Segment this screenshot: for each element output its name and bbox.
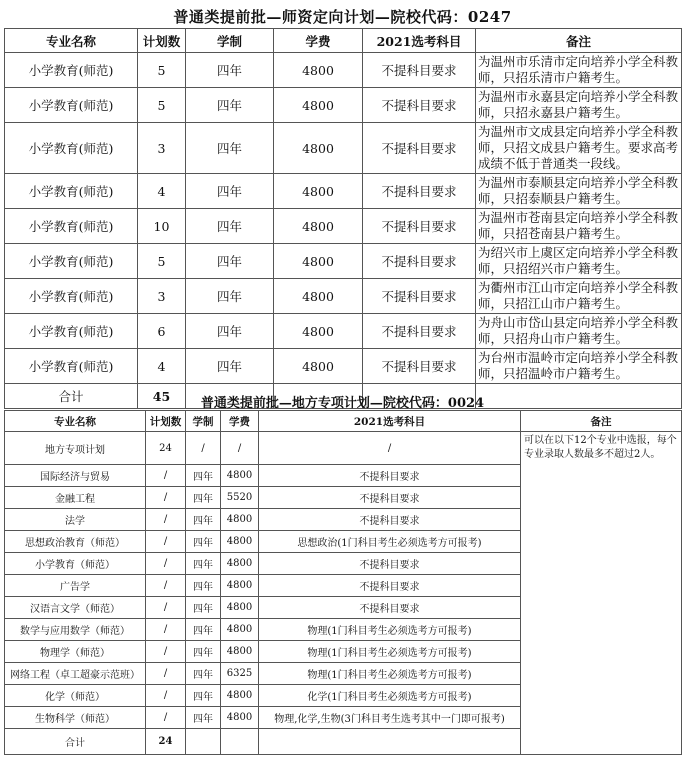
major-cell: 地方专项计划 — [5, 432, 146, 465]
subjects-cell: 不提科目要求 — [259, 553, 521, 575]
tuition-cell: 4800 — [274, 123, 363, 174]
table-row — [5, 88, 682, 123]
plan-count-cell: / — [146, 597, 186, 619]
major-cell: 小学教育(师范) — [5, 53, 138, 88]
major-cell: 小学教育(师范) — [5, 88, 138, 123]
plan-count-cell: 6 — [138, 314, 186, 349]
remarks-cell: 为绍兴市上虞区定向培养小学全科教师，只招绍兴市户籍考生。 — [476, 244, 682, 279]
major-cell: 小学教育(师范) — [5, 314, 138, 349]
table-row — [5, 244, 682, 279]
tuition-cell: / — [221, 432, 259, 465]
table-row — [5, 53, 682, 88]
duration-cell: 四年 — [186, 553, 221, 575]
plan-count-cell: / — [146, 685, 186, 707]
duration-cell: 四年 — [186, 663, 221, 685]
major-cell: 小学教育(师范) — [5, 209, 138, 244]
duration-cell: 四年 — [186, 88, 274, 123]
plan-count-cell: / — [146, 531, 186, 553]
total-count: 45 — [138, 384, 186, 409]
subjects-cell: 不提科目要求 — [259, 487, 521, 509]
empty-cell — [221, 729, 259, 755]
tuition-cell: 4800 — [221, 465, 259, 487]
remarks-cell: 为台州市温岭市定向培养小学全科教师，只招温岭市户籍考生。 — [476, 349, 682, 384]
subjects-cell: 物理,化学,生物(3门科目考生选考其中一门即可报考) — [259, 707, 521, 729]
duration-cell: 四年 — [186, 619, 221, 641]
tuition-cell: 4800 — [274, 314, 363, 349]
total-count: 24 — [146, 729, 186, 755]
subjects-cell: 不提科目要求 — [363, 174, 476, 209]
plan-count-cell: 24 — [146, 432, 186, 465]
duration-cell: 四年 — [186, 53, 274, 88]
table-row — [5, 279, 682, 314]
subjects-cell: 不提科目要求 — [363, 314, 476, 349]
major-cell: 广告学 — [5, 575, 146, 597]
subjects-cell: 不提科目要求 — [363, 88, 476, 123]
subjects-cell: 不提科目要求 — [259, 465, 521, 487]
table-row — [5, 432, 682, 465]
tuition-cell: 4800 — [221, 553, 259, 575]
subjects-cell: 不提科目要求 — [259, 575, 521, 597]
duration-cell: 四年 — [186, 123, 274, 174]
plan-count-cell: 5 — [138, 88, 186, 123]
plan-count-cell: 10 — [138, 209, 186, 244]
duration-cell: 四年 — [186, 509, 221, 531]
subjects-cell: 物理(1门科目考生必须选考方可报考) — [259, 619, 521, 641]
remarks-cell: 为温州市乐清市定向培养小学全科教师，只招乐清市户籍考生。 — [476, 53, 682, 88]
major-cell: 小学教育(师范) — [5, 279, 138, 314]
table-row — [5, 314, 682, 349]
tuition-cell: 4800 — [274, 88, 363, 123]
plan-count-cell: / — [146, 619, 186, 641]
subjects-cell: 不提科目要求 — [363, 53, 476, 88]
subjects-cell: 不提科目要求 — [363, 279, 476, 314]
major-cell: 国际经济与贸易 — [5, 465, 146, 487]
plan-count-cell: / — [146, 553, 186, 575]
table-row — [5, 123, 682, 174]
duration-cell: 四年 — [186, 531, 221, 553]
tuition-cell: 4800 — [221, 531, 259, 553]
header-tuition: 学费 — [221, 411, 259, 432]
header-remarks: 备注 — [521, 411, 682, 432]
header-major: 专业名称 — [5, 29, 138, 53]
plan-count-cell: 4 — [138, 349, 186, 384]
major-cell: 网络工程（卓工超豪示范班） — [5, 663, 146, 685]
major-cell: 物理学（师范） — [5, 641, 146, 663]
remarks-cell: 为衢州市江山市定向培养小学全科教师，只招江山市户籍考生。 — [476, 279, 682, 314]
tuition-cell: 4800 — [221, 575, 259, 597]
header-plan-count: 计划数 — [146, 411, 186, 432]
duration-cell: 四年 — [186, 349, 274, 384]
table1-title: 普通类提前批—师资定向计划—院校代码：0247 — [173, 8, 512, 26]
tuition-cell: 4800 — [221, 597, 259, 619]
header-plan-count: 计划数 — [138, 29, 186, 53]
tuition-cell: 4800 — [221, 707, 259, 729]
duration-cell: 四年 — [186, 685, 221, 707]
plan-count-cell: / — [146, 487, 186, 509]
major-cell: 小学教育（师范） — [5, 553, 146, 575]
major-cell: 小学教育(师范) — [5, 174, 138, 209]
total-label: 合计 — [5, 384, 138, 409]
total-label: 合计 — [5, 729, 146, 755]
plan-count-cell: 4 — [138, 174, 186, 209]
empty-cell — [259, 729, 521, 755]
plan-count-cell: / — [146, 641, 186, 663]
plan-count-cell: 3 — [138, 123, 186, 174]
major-cell: 小学教育(师范) — [5, 244, 138, 279]
duration-cell: 四年 — [186, 597, 221, 619]
major-cell: 法学 — [5, 509, 146, 531]
tuition-cell: 4800 — [274, 244, 363, 279]
duration-cell: 四年 — [186, 314, 274, 349]
duration-cell: 四年 — [186, 575, 221, 597]
plan-count-cell: 5 — [138, 53, 186, 88]
major-cell: 化学（师范） — [5, 685, 146, 707]
plan-count-cell: / — [146, 509, 186, 531]
table2-title: 普通类提前批—地方专项计划—院校代码：0024 — [200, 396, 485, 411]
remarks-cell: 可以在以下12个专业中选报，每个专业录取人数最多不超过2人。 — [521, 432, 682, 755]
tuition-cell: 6325 — [221, 663, 259, 685]
duration-cell: 四年 — [186, 707, 221, 729]
header-major: 专业名称 — [5, 411, 146, 432]
table2-header-row — [5, 411, 682, 432]
teacher-plan-table — [4, 28, 682, 409]
duration-cell: 四年 — [186, 174, 274, 209]
major-cell: 小学教育(师范) — [5, 349, 138, 384]
remarks-cell: 为温州市永嘉县定向培养小学全科教师，只招永嘉县户籍考生。 — [476, 88, 682, 123]
table-row — [5, 209, 682, 244]
subjects-cell: 不提科目要求 — [363, 244, 476, 279]
major-cell: 小学教育(师范) — [5, 123, 138, 174]
remarks-cell: 为温州市泰顺县定向培养小学全科教师，只招泰顺县户籍考生。 — [476, 174, 682, 209]
plan-count-cell: 5 — [138, 244, 186, 279]
header-remarks: 备注 — [476, 29, 682, 53]
tuition-cell: 4800 — [274, 279, 363, 314]
remarks-cell: 为温州市苍南县定向培养小学全科教师，只招苍南县户籍考生。 — [476, 209, 682, 244]
subjects-cell: 不提科目要求 — [259, 509, 521, 531]
subjects-cell: 不提科目要求 — [363, 123, 476, 174]
header-duration: 学制 — [186, 411, 221, 432]
table-row — [5, 349, 682, 384]
plan-count-cell: / — [146, 663, 186, 685]
tuition-cell: 5520 — [221, 487, 259, 509]
subjects-cell: / — [259, 432, 521, 465]
subjects-cell: 物理(1门科目考生必须选考方可报考) — [259, 641, 521, 663]
major-cell: 金融工程 — [5, 487, 146, 509]
table-row — [5, 174, 682, 209]
tuition-cell: 4800 — [274, 174, 363, 209]
duration-cell: 四年 — [186, 641, 221, 663]
duration-cell: / — [186, 432, 221, 465]
subjects-cell: 思想政治(1门科目考生必须选考方可报考) — [259, 531, 521, 553]
header-subjects: 2021选考科目 — [363, 29, 476, 53]
plan-count-cell: / — [146, 465, 186, 487]
table1-header-row — [5, 29, 682, 53]
header-subjects: 2021选考科目 — [259, 411, 521, 432]
subjects-cell: 物理(1门科目考生必须选考方可报考) — [259, 663, 521, 685]
plan-count-cell: / — [146, 575, 186, 597]
tuition-cell: 4800 — [221, 685, 259, 707]
duration-cell: 四年 — [186, 465, 221, 487]
subjects-cell: 不提科目要求 — [259, 597, 521, 619]
header-duration: 学制 — [186, 29, 274, 53]
duration-cell: 四年 — [186, 244, 274, 279]
duration-cell: 四年 — [186, 279, 274, 314]
tuition-cell: 4800 — [221, 509, 259, 531]
major-cell: 数学与应用数学（师范） — [5, 619, 146, 641]
header-tuition: 学费 — [274, 29, 363, 53]
duration-cell: 四年 — [186, 487, 221, 509]
plan-count-cell: / — [146, 707, 186, 729]
major-cell: 生物科学（师范） — [5, 707, 146, 729]
local-plan-table — [4, 410, 682, 755]
empty-cell — [186, 729, 221, 755]
major-cell: 汉语言文学（师范） — [5, 597, 146, 619]
plan-count-cell: 3 — [138, 279, 186, 314]
tuition-cell: 4800 — [274, 53, 363, 88]
tuition-cell: 4800 — [221, 619, 259, 641]
remarks-cell: 为舟山市岱山县定向培养小学全科教师，只招舟山市户籍考生。 — [476, 314, 682, 349]
tuition-cell: 4800 — [274, 349, 363, 384]
subjects-cell: 不提科目要求 — [363, 209, 476, 244]
remarks-cell: 为温州市文成县定向培养小学全科教师，只招文成县户籍考生。要求高考成绩不低于普通类一段线。 — [476, 123, 682, 174]
subjects-cell: 化学(1门科目考生必须选考方可报考) — [259, 685, 521, 707]
tuition-cell: 4800 — [221, 641, 259, 663]
major-cell: 思想政治教育（师范） — [5, 531, 146, 553]
tuition-cell: 4800 — [274, 209, 363, 244]
subjects-cell: 不提科目要求 — [363, 349, 476, 384]
duration-cell: 四年 — [186, 209, 274, 244]
